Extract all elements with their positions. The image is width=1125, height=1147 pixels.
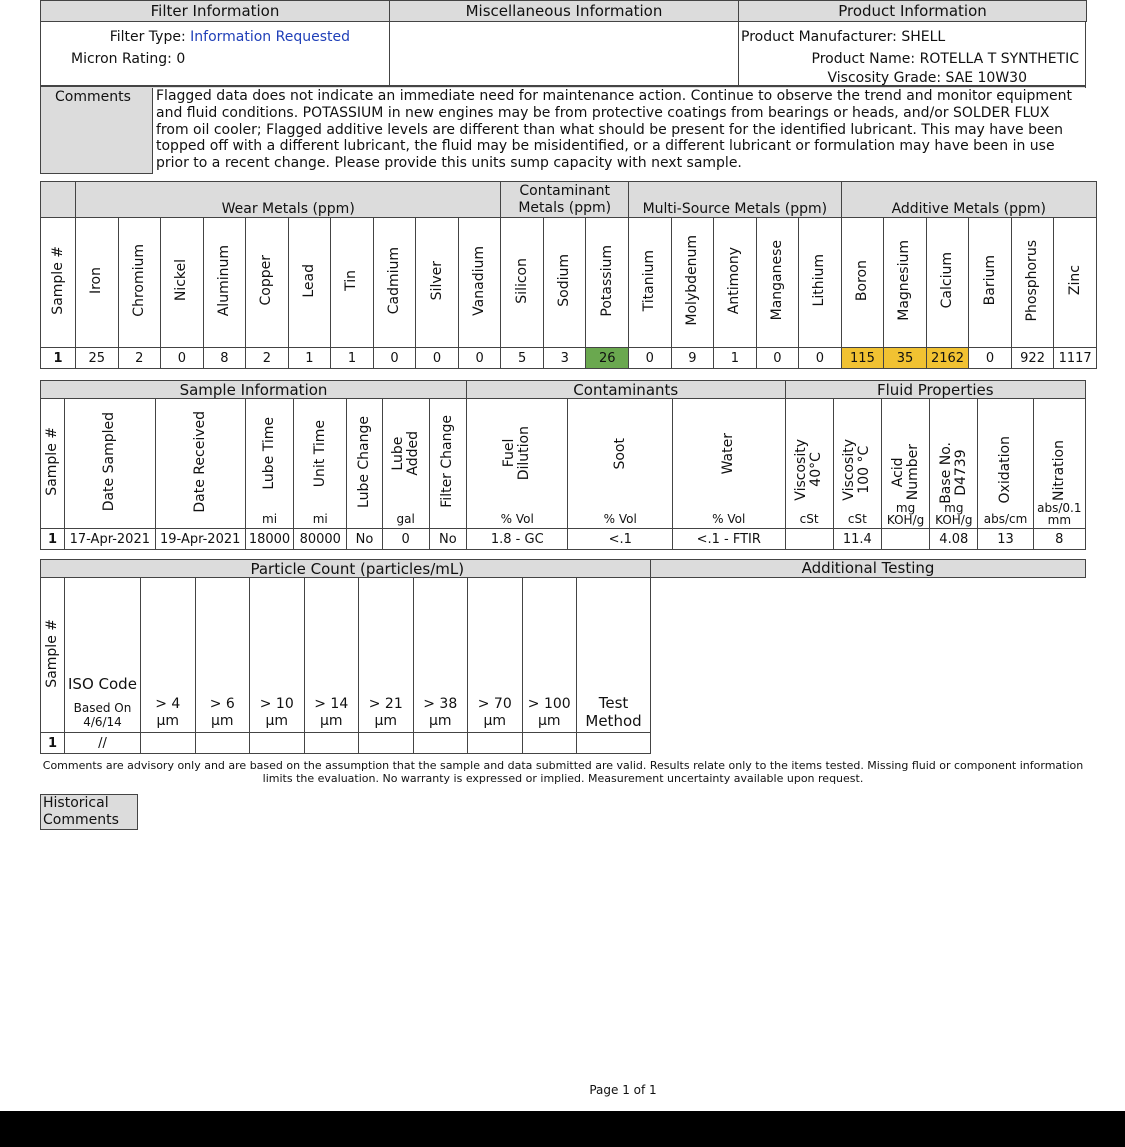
size-gt100: > 100 — [527, 696, 571, 712]
metal-header-barium: Barium — [981, 255, 998, 306]
metal-header-tin: Tin — [343, 270, 360, 291]
visc40-header-2: 40°C — [808, 452, 825, 487]
metal-header-nickel: Nickel — [173, 259, 190, 302]
metals-sample-header: Sample # — [49, 246, 66, 315]
base-unit-1: mg — [944, 501, 964, 515]
metal-value-molybdenum: 9 — [671, 348, 714, 369]
fuel-dilution-header-1: Fuel — [501, 439, 518, 468]
micron-label: Micron Rating: — [71, 51, 172, 67]
water-unit: % Vol — [712, 512, 746, 526]
contaminant-metals-group-2: Metals (ppm) — [518, 199, 612, 216]
size-unit-10: µm — [265, 713, 289, 729]
size-unit-4: µm — [156, 713, 180, 729]
size-unit-70: µm — [483, 713, 507, 729]
size-gt10: > 10 — [259, 696, 294, 712]
metal-header-zinc: Zinc — [1066, 265, 1083, 296]
metal-header-calcium: Calcium — [939, 252, 956, 309]
size-unit-100: µm — [537, 713, 561, 729]
base-header-2: D4739 — [952, 449, 969, 496]
metal-header-manganese: Manganese — [768, 240, 785, 321]
metal-value-aluminum: 8 — [203, 348, 246, 369]
metal-header-cadmium: Cadmium — [385, 246, 402, 315]
viscosity-grade-label: Viscosity Grade: — [827, 70, 942, 86]
micron-value: 0 — [176, 51, 186, 67]
iso-code-header: ISO Code — [68, 675, 137, 693]
acid-header-1: Acid — [889, 457, 906, 488]
product-name-row — [812, 51, 1079, 67]
pc-sample-number: 1 — [41, 733, 65, 754]
based-on-1: Based On — [73, 701, 132, 715]
metal-header-sodium: Sodium — [556, 254, 573, 307]
soot-unit: % Vol — [603, 512, 637, 526]
lube-added-unit: gal — [396, 512, 415, 526]
visc40-unit: cSt — [799, 512, 819, 526]
metal-header-iron: Iron — [88, 266, 105, 294]
disclaimer-text: Comments are advisory only and are based on the assumption that the sample and data submitted are valid. Results relate only to the items tested. Missing fluid or component information limits the evaluation. No warranty is expressed or implied. Measurement uncertainty available upon request. — [42, 759, 1084, 785]
filter-change-value: No — [429, 529, 466, 550]
metal-header-potassium: Potassium — [598, 244, 615, 317]
viscosity-grade-value: SAE 10W30 — [945, 70, 1027, 86]
comments-text: Flagged data does not indicate an immediate need for maintenance action. Continue to observe the trend and monitor equipment and fluid conditions. POTASSIUM in new engines may be from protective coatings from bearings or heads, and/or SOLDER FLUX from oil cooler; Flagged additive levels are different than what should be present for the identified lubricant. This may have been topped off with a different lubricant, the fluid may be misidentified, or a different lubricant or formulation may have been in use prior to a recent change. Please provide this units sump capacity with next sample. — [152, 88, 1086, 174]
contaminants-group: Contaminants — [573, 380, 679, 399]
nitration-value: 8 — [1033, 529, 1085, 550]
metal-value-zinc: 1117 — [1054, 348, 1097, 369]
fuel-dilution-value: 1.8 - GC — [467, 529, 568, 550]
metal-header-chromium: Chromium — [130, 244, 147, 317]
metal-header-copper: Copper — [258, 255, 275, 306]
manufacturer-value: SHELL — [901, 29, 946, 45]
test-method-2: Method — [585, 712, 642, 730]
viscosity-grade-row — [828, 70, 1027, 86]
metal-value-lithium: 0 — [799, 348, 842, 369]
size-gt14: > 14 — [314, 696, 349, 712]
base-value: 4.08 — [930, 529, 978, 550]
particle-count-title: Particle Count (particles/mL) — [250, 559, 465, 578]
si-sample-number: 1 — [41, 529, 65, 550]
fuel-dilution-header-2: Dilution — [516, 426, 533, 481]
metal-header-molybdenum: Molybdenum — [683, 235, 700, 326]
multi-source-metals-group: Multi-Source Metals (ppm) — [642, 201, 828, 217]
product-name-label: Product Name: — [811, 51, 916, 67]
product-info-title: Product Information — [738, 0, 1087, 22]
sample-info-group: Sample Information — [179, 380, 328, 399]
size-gt21: > 21 — [368, 696, 403, 712]
metal-header-aluminum: Aluminum — [215, 244, 232, 317]
metal-value-tin: 1 — [331, 348, 374, 369]
acid-unit-2: KOH/g — [886, 513, 925, 527]
contaminant-metals-group-1: Contaminant — [519, 182, 611, 199]
metal-header-titanium: Titanium — [641, 249, 658, 312]
nitration-unit-1: abs/0.1 — [1037, 501, 1082, 515]
filter-info-title: Filter Information — [40, 0, 390, 22]
oxidation-unit: abs/cm — [983, 512, 1028, 526]
filter-type-row — [41, 29, 350, 45]
comments-label: Comments — [55, 89, 131, 105]
size-gt4: > 4 — [155, 696, 181, 712]
historical-comments-button[interactable] — [40, 794, 138, 830]
unit-time-unit: mi — [312, 512, 328, 526]
oxidation-value: 13 — [978, 529, 1033, 550]
visc40-header-1: Viscosity — [793, 438, 810, 501]
metal-value-vanadium: 0 — [458, 348, 501, 369]
historical-label-1: Historical — [43, 795, 109, 811]
metal-value-calcium: 2162 — [926, 348, 969, 369]
metal-value-silver: 0 — [416, 348, 459, 369]
date-received-value: 19-Apr-2021 — [155, 529, 245, 550]
metal-value-sodium: 3 — [543, 348, 586, 369]
metal-value-boron: 115 — [841, 348, 884, 369]
metal-value-magnesium: 35 — [884, 348, 927, 369]
metals-table — [40, 181, 1097, 369]
metal-header-lithium: Lithium — [811, 254, 828, 307]
iso-code-value: // — [65, 733, 141, 754]
fluid-properties-group: Fluid Properties — [876, 380, 994, 399]
nitration-header: Nitration — [1050, 439, 1067, 501]
visc40-value — [785, 529, 833, 550]
info-header — [40, 0, 1086, 86]
metal-value-chromium: 2 — [118, 348, 161, 369]
metal-value-titanium: 0 — [629, 348, 672, 369]
wear-metals-group: Wear Metals (ppm) — [221, 201, 355, 217]
metal-header-boron: Boron — [853, 259, 870, 302]
date-sampled-header: Date Sampled — [101, 411, 118, 512]
particle-count-table — [40, 559, 651, 754]
comments-block — [40, 86, 1086, 174]
base-header-1: Base No. — [937, 441, 954, 504]
visc100-unit: cSt — [847, 512, 867, 526]
based-on-2: 4/6/14 — [83, 715, 122, 729]
size-unit-14: µm — [319, 713, 343, 729]
filter-type-label: Filter Type: — [109, 29, 186, 45]
acid-unit-1: mg — [895, 501, 916, 515]
date-sampled-value: 17-Apr-2021 — [65, 529, 155, 550]
lube-time-header: Lube Time — [261, 417, 278, 490]
nitration-unit-2: mm — [1047, 513, 1072, 527]
filter-type-value: Information Requested — [190, 29, 350, 45]
oxidation-header: Oxidation — [997, 435, 1014, 504]
metal-header-lead: Lead — [300, 263, 317, 298]
pc-sample-header: Sample # — [44, 618, 60, 688]
unit-time-header: Unit Time — [311, 419, 328, 488]
lube-change-header: Lube Change — [355, 415, 372, 508]
micron-row — [71, 51, 185, 67]
lube-added-header-1: Lube — [389, 436, 406, 471]
fuel-dilution-unit: % Vol — [500, 512, 534, 526]
lube-time-value: 18000 — [245, 529, 293, 550]
product-name-value: ROTELLA T SYNTHETIC — [919, 51, 1079, 67]
additional-testing-title: Additional Testing — [650, 559, 1086, 578]
metal-value-cadmium: 0 — [373, 348, 416, 369]
metal-value-manganese: 0 — [756, 348, 799, 369]
lube-added-header-2: Added — [404, 431, 421, 476]
metal-value-lead: 1 — [288, 348, 331, 369]
soot-header: Soot — [611, 437, 628, 470]
page-number: Page 1 of 1 — [589, 1083, 657, 1097]
base-unit-2: KOH/g — [935, 513, 973, 527]
size-gt38: > 38 — [423, 696, 458, 712]
misc-info-title: Miscellaneous Information — [389, 0, 739, 22]
visc100-header-2: 100 °C — [856, 445, 873, 494]
si-sample-header: Sample # — [44, 427, 61, 496]
lube-added-value: 0 — [382, 529, 429, 550]
water-value: <.1 - FTIR — [672, 529, 785, 550]
size-unit-38: µm — [428, 713, 452, 729]
size-unit-6: µm — [210, 713, 234, 729]
metal-header-vanadium: Vanadium — [471, 245, 488, 316]
size-unit-21: µm — [374, 713, 398, 729]
unit-time-value: 80000 — [294, 529, 347, 550]
metal-header-antimony: Antimony — [726, 246, 743, 315]
metal-header-magnesium: Magnesium — [896, 240, 913, 321]
sample-info-table — [40, 380, 1086, 550]
acid-header-2: Number — [904, 444, 921, 501]
metal-value-copper: 2 — [246, 348, 289, 369]
metal-value-phosphorus: 922 — [1011, 348, 1054, 369]
visc100-value: 11.4 — [833, 529, 881, 550]
metal-value-iron: 25 — [76, 348, 119, 369]
date-received-header: Date Received — [191, 410, 208, 513]
bottom-bar — [0, 1111, 1125, 1147]
manufacturer-label: Product Manufacturer: — [741, 29, 897, 45]
test-method-1: Test — [598, 694, 629, 712]
acid-value — [881, 529, 929, 550]
size-gt70: > 70 — [477, 696, 512, 712]
additive-metals-group: Additive Metals (ppm) — [891, 201, 1047, 217]
metal-value-barium: 0 — [969, 348, 1012, 369]
metal-header-phosphorus: Phosphorus — [1024, 239, 1041, 322]
size-gt6: > 6 — [209, 696, 235, 712]
soot-value: <.1 — [568, 529, 672, 550]
lube-time-unit: mi — [262, 512, 278, 526]
manufacturer-row — [741, 29, 945, 45]
visc100-header-1: Viscosity — [841, 438, 858, 501]
lube-change-value: No — [347, 529, 382, 550]
metal-value-silicon: 5 — [501, 348, 544, 369]
metals-sample-number: 1 — [41, 348, 76, 369]
historical-label-2: Comments — [43, 812, 119, 828]
metal-value-antimony: 1 — [714, 348, 757, 369]
metal-header-silicon: Silicon — [513, 257, 530, 304]
metal-value-nickel: 0 — [161, 348, 204, 369]
metal-header-silver: Silver — [428, 260, 445, 301]
water-header: Water — [720, 432, 737, 475]
filter-change-header: Filter Change — [439, 415, 456, 508]
metal-value-potassium: 26 — [586, 348, 629, 369]
